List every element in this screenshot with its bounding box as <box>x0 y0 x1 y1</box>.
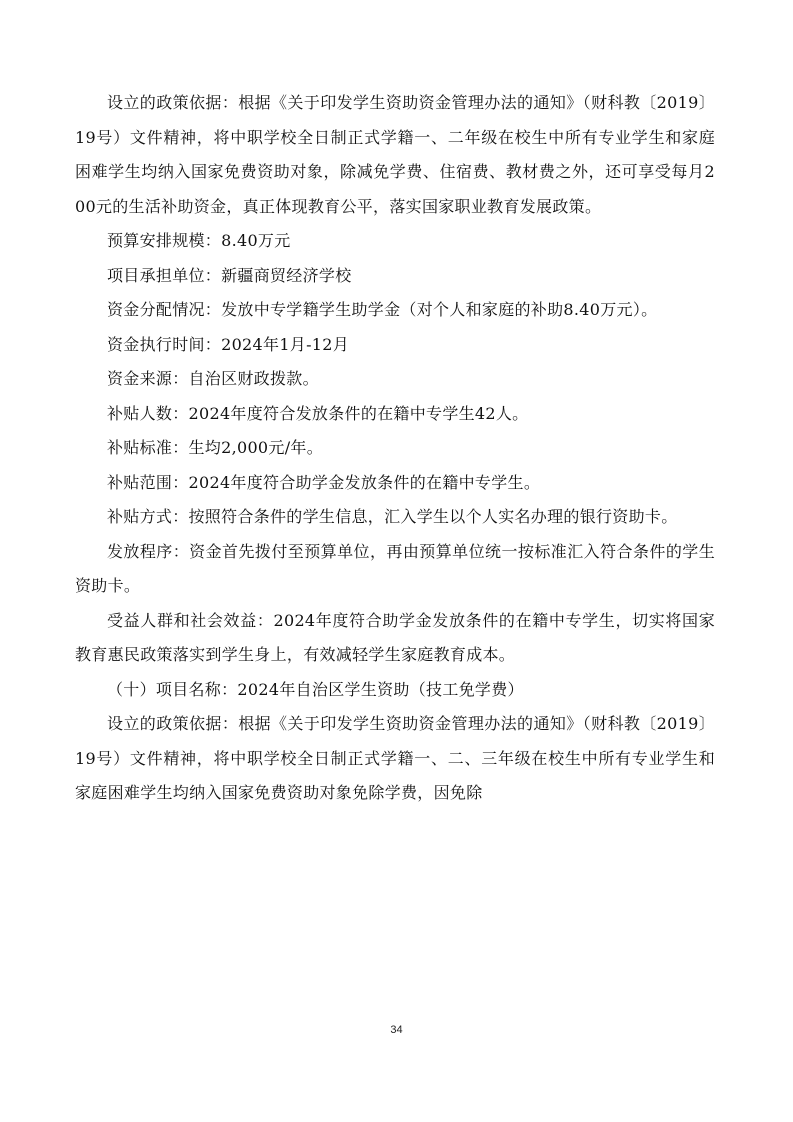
paragraph-subsidy-standard: 补贴标准：生均2,000元/年。 <box>107 438 323 457</box>
paragraph-execution-time: 资金执行时间：2024年1月-12月 <box>107 334 350 354</box>
paragraph-subsidy-method: 补贴方式：按照符合条件的学生信息，汇入学生以个人实名办理的银行资助卡。 <box>107 507 678 526</box>
paragraph-fund-allocation: 资金分配情况：发放中专学籍学生助学金（对个人和家庭的补助8.40万元）。 <box>107 300 658 319</box>
body-text <box>75 86 715 811</box>
section-heading-project-10: （十）项目名称：2024年自治区学生资助（技工免学费） <box>107 679 524 699</box>
paragraph-responsible-unit: 项目承担单位：新疆商贸经济学校 <box>107 265 352 285</box>
paragraph-subsidy-count: 补贴人数：2024年度符合发放条件的在籍中专学生42人。 <box>107 403 529 423</box>
page-number: 34 <box>390 1024 403 1036</box>
paragraph-policy-basis: 设立的政策依据：根据《关于印发学生资助资金管理办法的通知》（财科教〔2019〕19号）文件精神，将中职学校全日制正式学籍一、二年级在校生中所有专业学生和家庭困难学生均纳入国家免费资助对象，除减免学费、住宿费、教材费之外，还可享受每月200元的生活补助资金，真正体现教育公平，落实国家职业教育发展政策。 <box>75 93 715 216</box>
paragraph-fund-source: 资金来源：自治区财政拨款。 <box>107 369 319 388</box>
paragraph-budget-scale: 预算安排规模：8.40万元 <box>107 231 291 250</box>
paragraph-policy-basis-2: 设立的政策依据：根据《关于印发学生资助资金管理办法的通知》（财科教〔2019〕19号）文件精神，将中职学校全日制正式学籍一、二、三年级在校生中所有专业学生和家庭困难学生均纳入国家免费资助对象免除学费，因免除 <box>75 714 715 802</box>
paragraph-distribution-procedure: 发放程序：资金首先拨付至预算单位，再由预算单位统一按标准汇入符合条件的学生资助卡。 <box>75 541 715 595</box>
paragraph-beneficiaries: 受益人群和社会效益：2024年度符合助学金发放条件的在籍中专学生，切实将国家教育惠民政策落实到学生身上，有效减轻学生家庭教育成本。 <box>75 610 715 664</box>
paragraph-subsidy-scope: 补贴范围：2024年度符合助学金发放条件的在籍中专学生。 <box>107 472 541 492</box>
